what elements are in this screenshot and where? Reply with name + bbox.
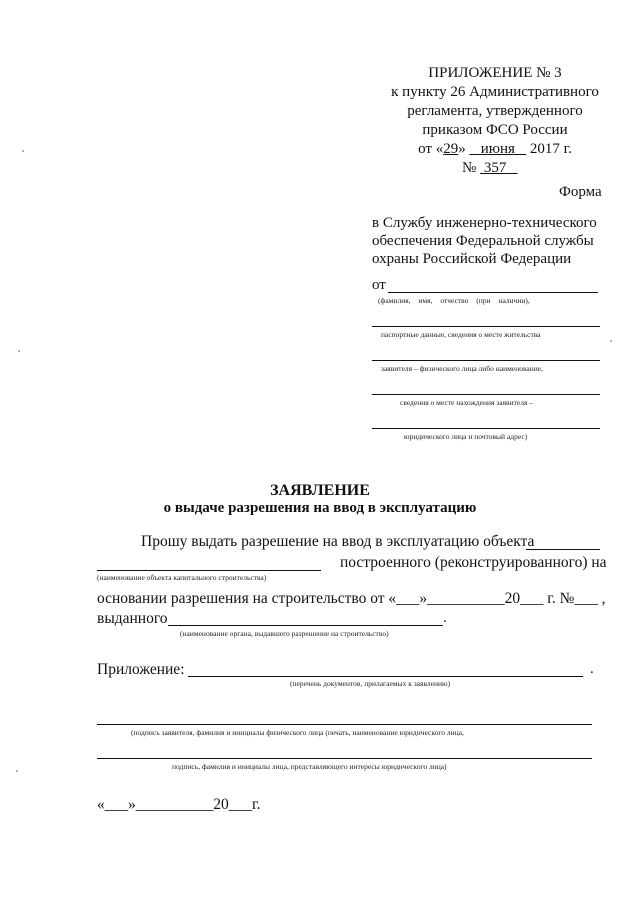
recipient-line-3: охраны Российской Федерации xyxy=(372,251,572,267)
footer-date[interactable]: «___»__________20___г. xyxy=(97,796,261,813)
appendix-line-4: приказом ФСО России xyxy=(422,122,568,138)
from-line-5[interactable] xyxy=(372,428,600,429)
object-hint: (наименование объекта капитального строительства) xyxy=(97,573,267,582)
recipient-block xyxy=(372,214,597,268)
signature-line-2[interactable] xyxy=(97,758,592,759)
scan-speck xyxy=(610,340,612,342)
statement-subtitle: о выдаче разрешения на ввод в эксплуатацию xyxy=(163,500,477,516)
from-hint-1: (фамилия, имя, отчество (при наличии), xyxy=(378,296,530,305)
from-line-1[interactable] xyxy=(388,292,598,293)
date-day: 29 xyxy=(443,141,459,157)
attachment-field[interactable] xyxy=(188,676,583,677)
date-month: июня xyxy=(480,141,515,157)
appendix-number: № 357 xyxy=(462,160,507,176)
from-hint-4: сведения о месте нахождения заявителя – xyxy=(400,398,534,407)
from-hint-2: паспортные данные, сведения о месте жительства xyxy=(381,330,541,339)
recipient-line-1: в Службу инженерно-технического xyxy=(372,215,597,231)
object-field-tail[interactable] xyxy=(526,549,600,550)
issued-by-label: выданного xyxy=(97,610,168,627)
body-line-2: построенного (реконструированного) на xyxy=(340,554,607,571)
scan-speck xyxy=(16,770,18,772)
appendix-line-3: регламента, утвержденного xyxy=(407,103,583,119)
appendix-date: от «29» июня 2017 г. xyxy=(418,141,572,157)
number-value: 357 xyxy=(483,160,507,176)
scan-speck xyxy=(18,350,20,352)
appendix-title: ПРИЛОЖЕНИЕ № 3 xyxy=(428,65,562,81)
signature-line-1[interactable] xyxy=(97,724,592,725)
body-line-1: Прошу выдать разрешение на ввод в эксплуатацию объекта xyxy=(141,533,535,550)
from-label: от xyxy=(372,277,386,293)
appendix-header xyxy=(370,64,620,178)
attachment-hint: (перечень документов, прилагаемых к заявлению) xyxy=(290,679,451,688)
signature-hint-1: (подпись заявителя, фамилия и инициалы физического лица (печать, наименование юридического лица, xyxy=(131,728,464,737)
attachment-dot: . xyxy=(590,661,594,677)
statement-title: ЗАЯВЛЕНИЕ xyxy=(270,482,370,499)
object-field[interactable] xyxy=(97,570,321,571)
appendix-line-2: к пункту 26 Административного xyxy=(391,84,599,100)
form-label: Форма xyxy=(559,184,602,200)
scan-speck xyxy=(22,150,24,152)
date-year: 2017 г. xyxy=(529,141,572,157)
issued-by-dot: . xyxy=(443,610,447,626)
issued-by-field[interactable] xyxy=(168,625,443,626)
from-line-3[interactable] xyxy=(372,360,600,361)
from-line-4[interactable] xyxy=(372,394,600,395)
organ-hint: (наименование органа, выдавшего разрешение на строительство) xyxy=(180,629,389,638)
from-line-2[interactable] xyxy=(372,326,600,327)
body-line-3: основании разрешения на строительство от «___»__________20___ г. №___ , xyxy=(97,590,606,607)
from-hint-3: заявителя – физического лица либо наименование, xyxy=(381,364,543,373)
signature-hint-2: подпись, фамилия и инициалы лица, представляющего интересы юридического лица) xyxy=(172,762,447,771)
attachment-label: Приложение: xyxy=(97,661,185,678)
from-hint-5: юридического лица и почтовый адрес) xyxy=(404,432,528,441)
recipient-line-2: обеспечения Федеральной службы xyxy=(372,233,594,249)
